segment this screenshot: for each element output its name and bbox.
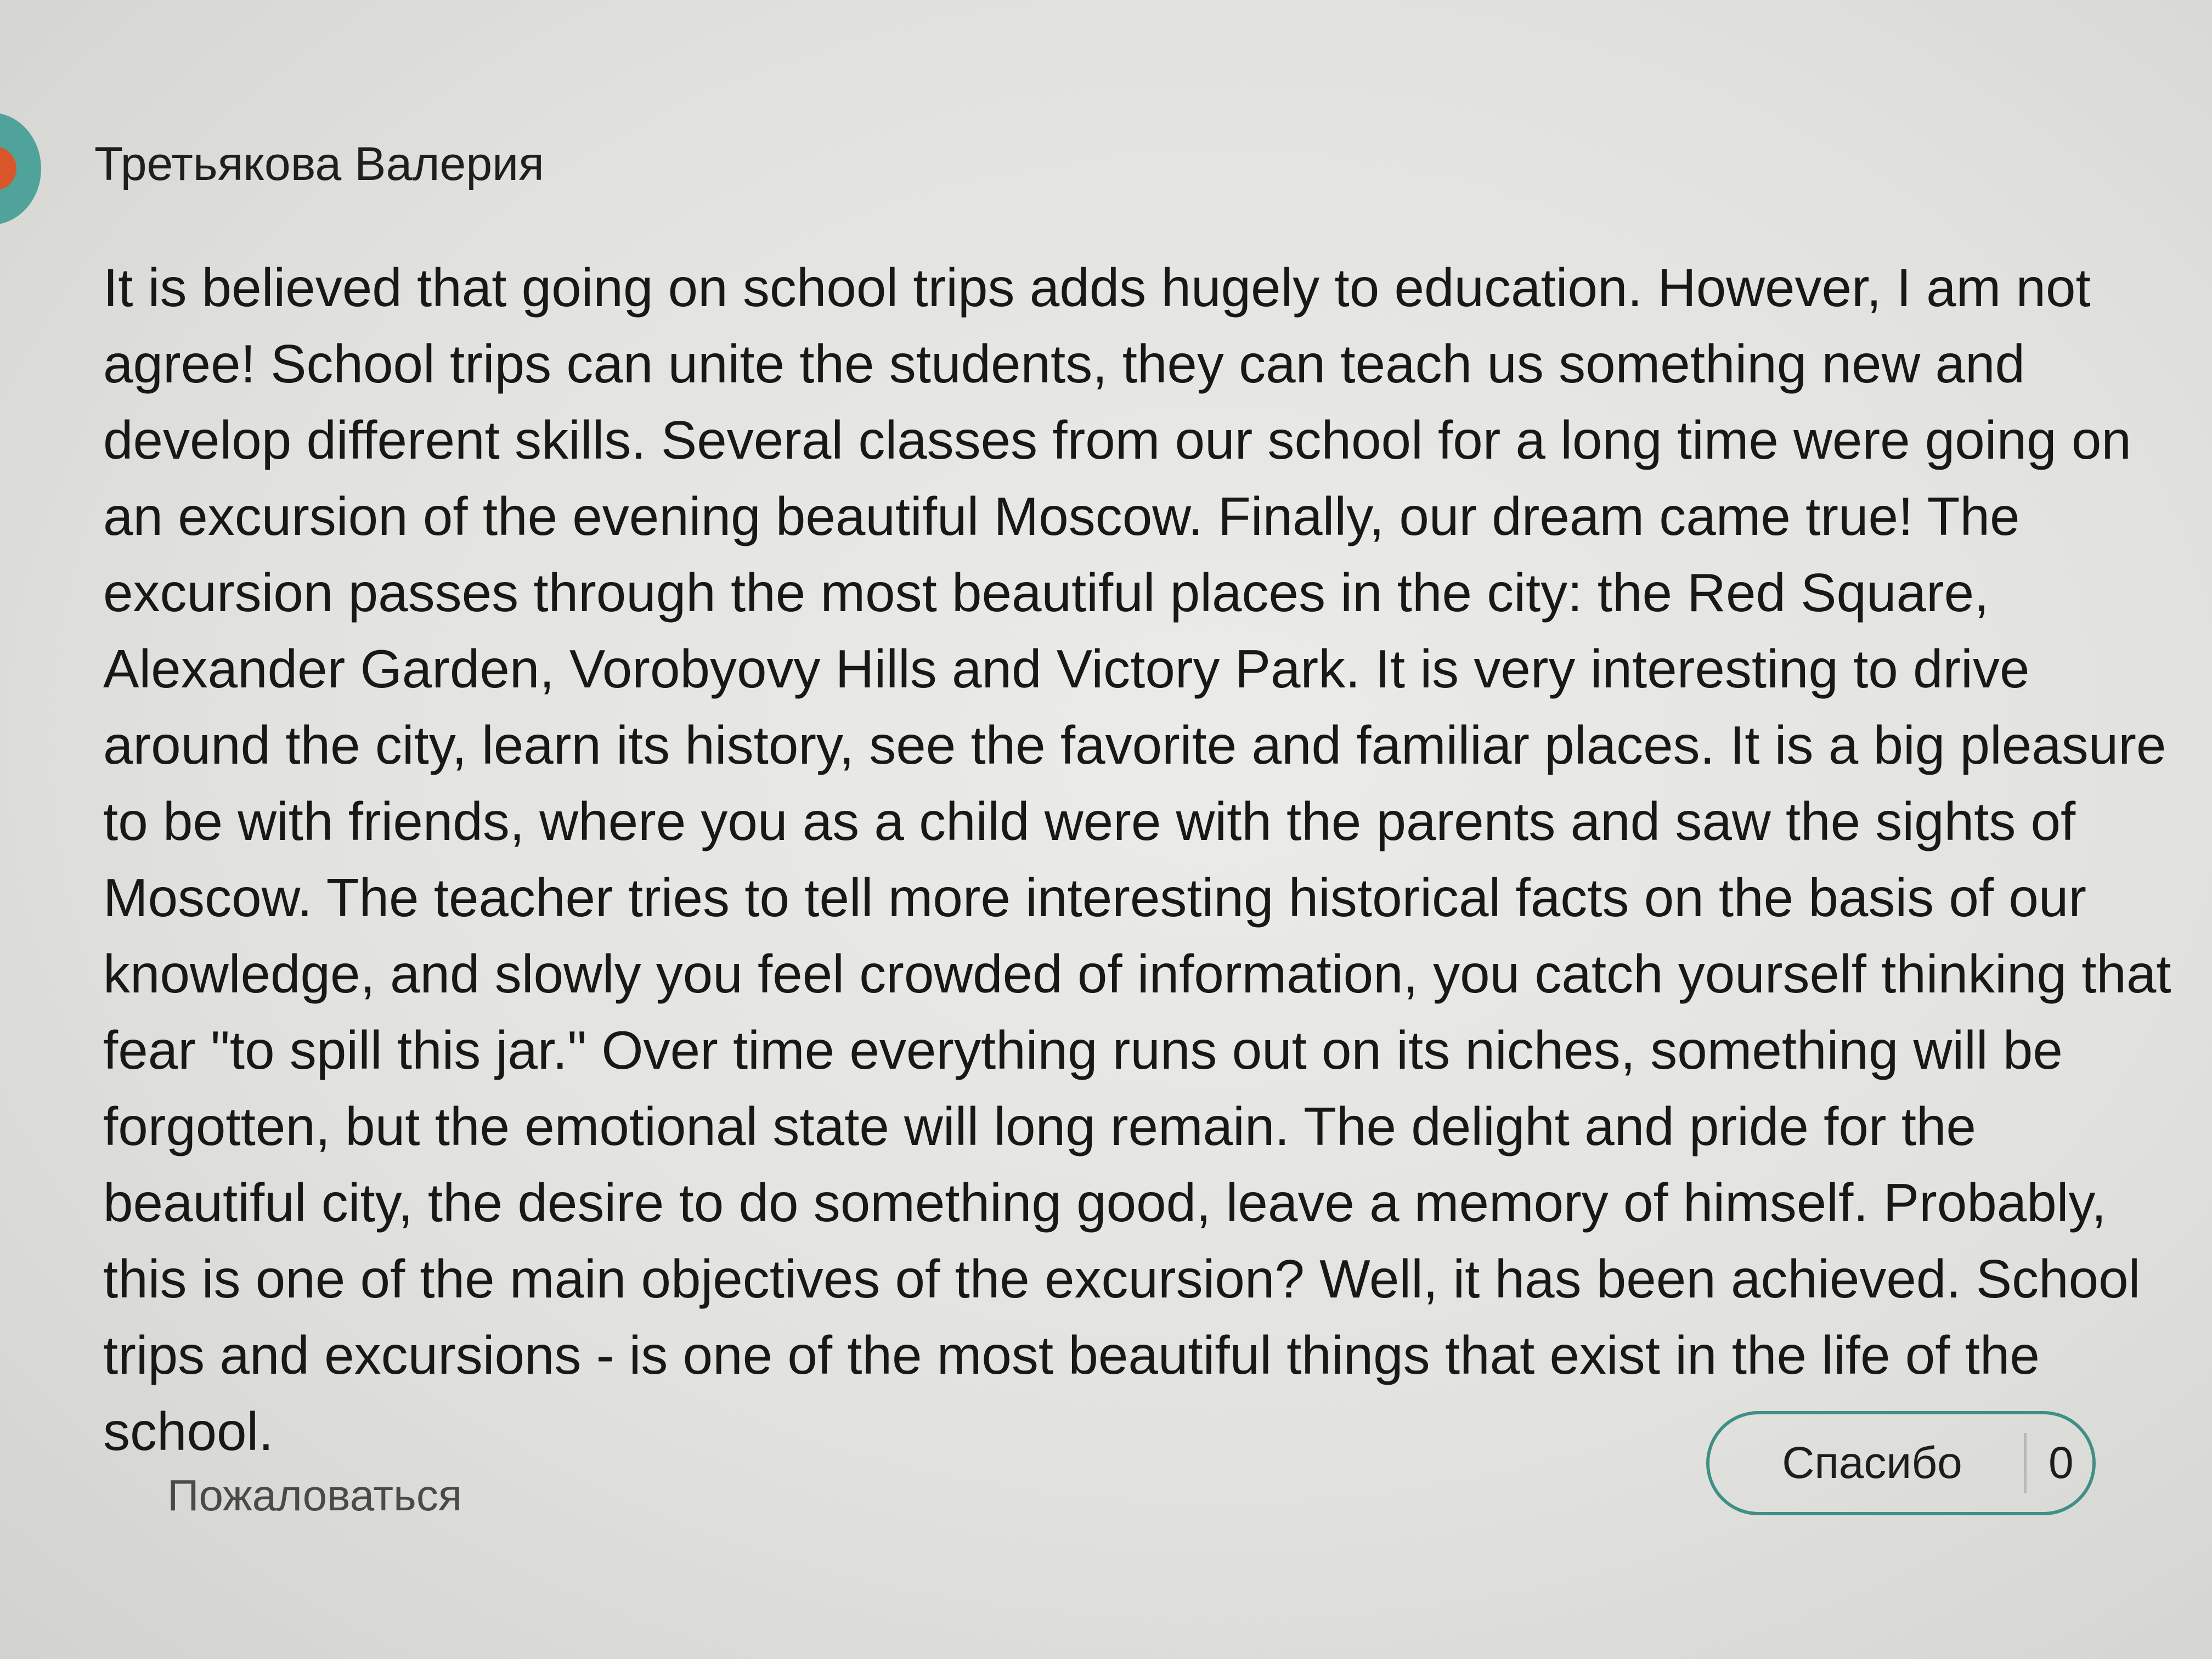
answer-line: knowledge, and slowly you feel crowded of information, you catch yourself thinking that <box>103 944 2171 1004</box>
answer-line: beautiful city, the desire to do something good, leave a memory of himself. Probably, <box>103 1172 2107 1233</box>
answer-line: around the city, learn its history, see the favorite and familiar places. It is a big pleasure <box>103 715 2166 775</box>
avatar-face-icon <box>0 146 16 190</box>
answer-line: school. <box>103 1401 274 1462</box>
thanks-divider <box>2024 1433 2027 1493</box>
thanks-button[interactable] <box>1706 1411 2096 1515</box>
report-link[interactable]: Пожаловаться <box>167 1471 462 1520</box>
thanks-count: 0 <box>2049 1438 2074 1488</box>
answer-line: Moscow. The teacher tries to tell more interesting historical facts on the basis of our <box>103 867 2086 928</box>
answer-line: agree! School trips can unite the students, they can teach us something new and <box>103 334 2025 394</box>
thanks-label: Спасибо <box>1782 1438 1962 1488</box>
answer-line: to be with friends, where you as a child were with the parents and saw the sights of <box>103 791 2076 851</box>
answer-line: an excursion of the evening beautiful Moscow. Finally, our dream came true! The <box>103 486 2020 546</box>
answer-line: develop different skills. Several classes from our school for a long time were going on <box>103 410 2131 470</box>
answer-line: excursion passes through the most beautiful places in the city: the Red Square, <box>103 562 1989 623</box>
answer-line: this is one of the main objectives of the excursion? Well, it has been achieved. School <box>103 1249 2141 1309</box>
answer-line: forgotten, but the emotional state will long remain. The delight and pride for the <box>103 1096 1976 1156</box>
avatar[interactable] <box>0 112 41 225</box>
answer-line: Alexander Garden, Vorobyovy Hills and Victory Park. It is very interesting to drive <box>103 639 2030 699</box>
answer-line: It is believed that going on school trips adds hugely to education. However, I am not <box>103 257 2091 318</box>
answer-text <box>103 250 2171 1470</box>
answer-line: trips and excursions - is one of the most beautiful things that exist in the life of the <box>103 1325 2040 1385</box>
author-name[interactable]: Третьякова Валерия <box>94 138 544 190</box>
answer-line: fear "to spill this jar." Over time everything runs out on its niches, something will be <box>103 1020 2063 1080</box>
